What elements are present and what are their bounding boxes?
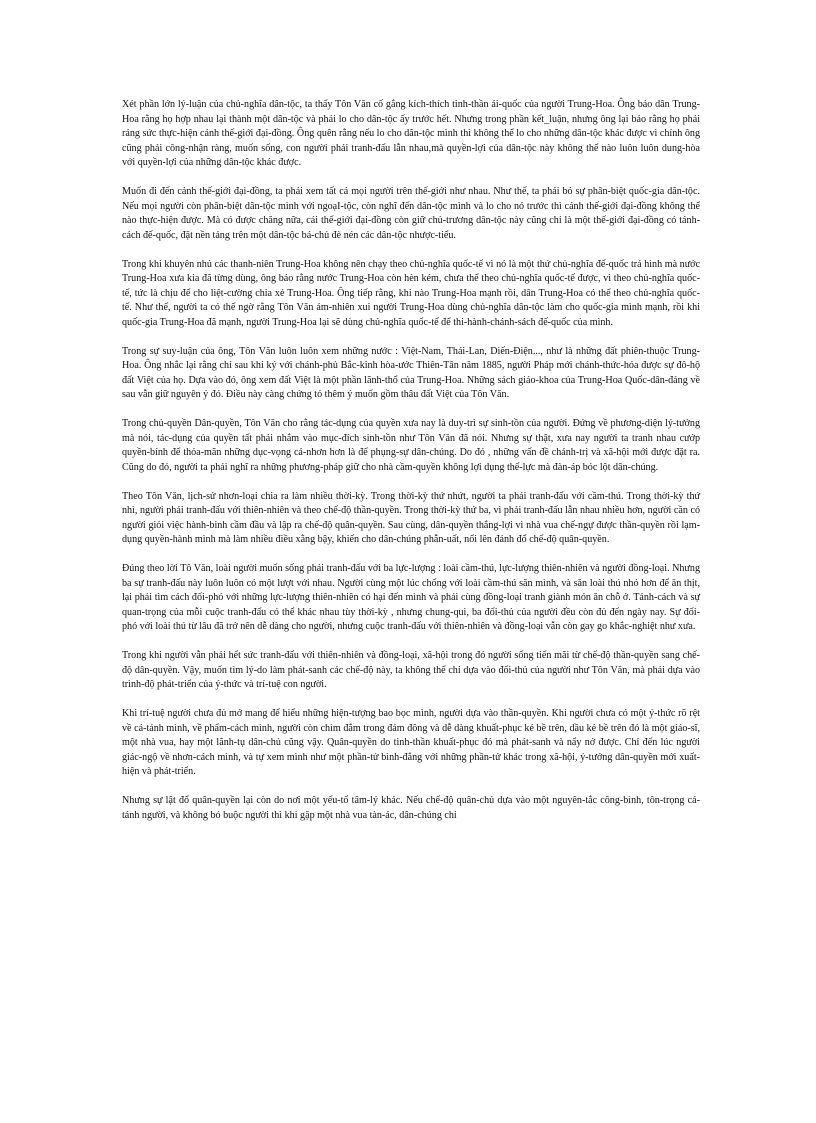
paragraph-6: Theo Tôn Văn, lịch-sử nhơn-loại chia ra làm nhiều thời-kỳ. Trong thời-kỳ thứ nhứt, người ta phải tranh-đấu với cầm-thú. Trong thời-kỳ thứ nhì, người phải tranh-đấu với thiên-nhiên và theo chế-độ thần-quyền. Trong thời-kỳ thứ ba, vì phải tranh-đấu lẫn nhau nhiều hơn, người cần có người giỏi việc hành-binh cầm đầu và lập ra chế-độ quân-quyền. Sau cùng, dân-quyền thắng-lợi vì nhà vua chế-ngự được thần-quyền rồi lạm-dụng quyền-hành mình mà làm nhiều điều xằng bậy, khiến cho dân-chúng phẫn-uất, nổi lên đánh đổ chế-độ quân-quyền. bbox=[122, 490, 700, 545]
paragraph-9: Khi trí-tuệ người chưa đủ mở mang để hiểu những hiện-tượng bao bọc mình, người dựa vào thần-quyền. Khi người chưa có một ý-thức rõ rệt về cá-tánh mình, về phẩm-cách mình, người còn chìm đắm trong đám đông và dễ dàng khuất-phục kẻ bề trên, dầu kẻ bề trên đó là một giáo-sĩ, một nhà vua, hay một lãnh-tụ dân-chủ cũng vậy. Quân-quyền do tinh-thần khuất-phục đó mà phát-sanh và nẩy nở được. Chỉ đến lúc người giác-ngộ về nhơn-cách mình, và tự xem mình như một phần-tử bình-đẳng với những phần-tử khác trong xã-hội, ý-tưởng dân-quyền mới xuất-hiện và phát-triển. bbox=[122, 708, 700, 777]
paragraph-10: Nhưng sự lật đổ quân-quyền lại còn do nơi một yếu-tố tâm-lý khác. Nếu chế-độ quân-chủ dựa vào một nguyên-tắc công-bình, tôn-trọng cá-tánh người, và không bó buộc người thì khi gặp một nhà vua tàn-ác, dân-chúng chỉ bbox=[122, 795, 700, 821]
paragraph-2: Muốn đi đến cảnh thế-giới đại-đồng, ta phải xem tất cả mọi người trên thế-giới như nhau. Như thế, ta phải bỏ sự phân-biệt quốc-gia dân-tộc. Nếu mọi người còn phân-biệt dân-tộc mình với ngoạI-tộc, còn nghĩ đến dân-tộc mình và lo cho nó trước thì cảnh thế-giới đại-đồng không thể nào thực-hiện được. Mà có được chăng nữa, cái thế-giới đại-đồng còn giữ chủ-trương dân-tộc này cũng chỉ là một thế-giới đại-đồng có tánh-cách đế-quốc, đặt nền tảng trên một dân-tộc bá-chủ đè nén các dân-tộc nhược-tiểu. bbox=[122, 186, 700, 241]
paragraph-5: Trong chủ-quyền Dân-quyền, Tôn Văn cho rằng tác-dụng của quyền xưa nay là duy-trì sự sinh-tồn của người. Đứng về phương-diện lý-tưởng mà nói, tác-dụng của quyền tất phải nhắm vào mục-đích sinh-tồn như Tôn Văn đã nói. Nhưng sự thật, xưa nay người ta tranh nhau cướp quyền-bính để thỏa-mãn những dục-vọng cá-nhơn hơn là để phụng-sự dân-chúng. Do đó , những vấn đề chánh-trị và xã-hội mới được đặt ra. Cũng do đó, người ta phải nghĩ ra những phương-pháp giữ cho nhà cầm-quyền không lợi dụng thế-lực mà đàn-áp bóc lột dân-chúng. bbox=[122, 418, 700, 473]
paragraph-3: Trong khi khuyên nhủ các thanh-niên Trung-Hoa không nên chạy theo chủ-nghĩa quốc-tế vì nó là một thứ chủ-nghĩa đế-quốc trá hình mà nước Trung-Hoa xưa kia đã từng dùng, ông bảo rằng nước Trung-Hoa còn hèn kém, chưa thể theo chủ-nghĩa quốc-tế được, vì theo chủ-nghĩa quốc-tế, tức là chịu để cho liệt-cường chia xẻ Trung-Hoa. Ông tiếp rằng, khi nào Trung-Hoa mạnh rồi, dân Trung-Hoa có thể theo chủ-nghĩa quốc-tế. Như thế, người ta có thể ngờ rằng Tôn Văn ám-nhiên xui người Trung-Hoa dùng chủ-nghĩa dân-tộc làm cho quốc-gia mình mạnh, rồi khi quốc-gia Trung-Hoa đã mạnh, người Trung-Hoa lại sẽ dùng chủ-nghĩa quốc-tế để thi-hành-chánh-sách đế-quốc của mình. bbox=[122, 258, 700, 328]
paragraph-8: Trong khi người vẫn phải hết sức tranh-đấu với thiên-nhiên và đồng-loại, xã-hội trong đó người sống tiến mãi từ chế-độ thần-quyền sang chế-độ dân-quyền. Vậy, muốn tìm lý-do làm phát-sanh các chế-độ này, ta không thể chỉ dựa vào đối-thủ của người như Tôn Văn, mà phải dựa vào trình-độ phát-triển của ý-thức và trí-tuệ con người. bbox=[122, 650, 700, 690]
paragraph-4: Trong sự suy-luận của ông, Tôn Văn luôn luôn xem những nước : Việt-Nam, Thái-Lan, Diến-Điện..., như là những đất phiên-thuộc Trung-Hoa. Ông nhắc lại rằng chỉ sau khi ký với chánh-phủ Bắc-kinh hòa-ước Thiên-Tân năm 1885, người Pháp mới chánh-thức-hóa được sự đô-hộ đất Việt của họ. Dựa vào đó, ông xem đất Việt là một phần lãnh-thổ của Trung-Hoa. Những sách giáo-khoa của Trung-Hoa Quốc-dân-đảng về sau vẫn giữ nguyên ý đó. Điều này càng chứng tỏ thêm ý muốn gồm thâu đất Việt của Tôn Văn. bbox=[122, 345, 700, 400]
document-body bbox=[122, 98, 700, 838]
paragraph-1: Xét phần lớn lý-luận của chủ-nghĩa dân-tộc, ta thấy Tôn Văn cố gắng kích-thích tinh-thần ái-quốc của người Trung-Hoa. Ông bảo dân Trung-Hoa rằng họ hợp nhau lại thành một dân-tộc và phải lo cho dân-tộc ấy trước hết. Nhưng trong phần kết_luận, nhưng ông lại bảo rằng họ phải ráng sức thực-hiện cảnh thế-giới đại-đồng. Ông quên rằng nếu lo cho dân-tộc mình thì không thể lo cho những dân-tộc khác được vì chính ông cũng phải công-nhận ràng, muốn sống, con người phải tranh-đấu lẫn nhau,mà quyền-lợi của dân-tộc này không thể nào luôn luôn dung-hòa với quyền-lợi của những dân-tộc khác được. bbox=[122, 99, 700, 168]
paragraph-7: Đúng theo lời Tô Văn, loài người muốn sống phải tranh-đấu với ba lực-lượng : loài cầm-thú, lực-lượng thiên-nhiên và người đồng-loại. Nhưng ba sự tranh-đấu này luôn luôn có một lượt với nhau. Người cùng một lúc chống với loài cầm-thú săn mình, và săn loài thú nhỏ hơn để ăn thịt, lại phải tìm cách đối-phó với những lực-lượng thiên-nhiên có hại đến mình và phải cùng đồng-loại tranh giành món ăn chỗ ở. Tánh-cách và sự quan-trọng của mỗi cuộc tranh-đấu có thể khác nhau tùy thời-kỳ , nhưng chung-qui, ba đối-thủ của người đều còn đủ đến ngày nay. Sự đối-phó với loài thú từ lâu đã trở nên dễ dàng cho người, nhưng cuộc tranh-đấu với thiên-nhiên và đồng-loại vẫn còn gay go khắc-nghiệt như xưa. bbox=[122, 563, 700, 632]
